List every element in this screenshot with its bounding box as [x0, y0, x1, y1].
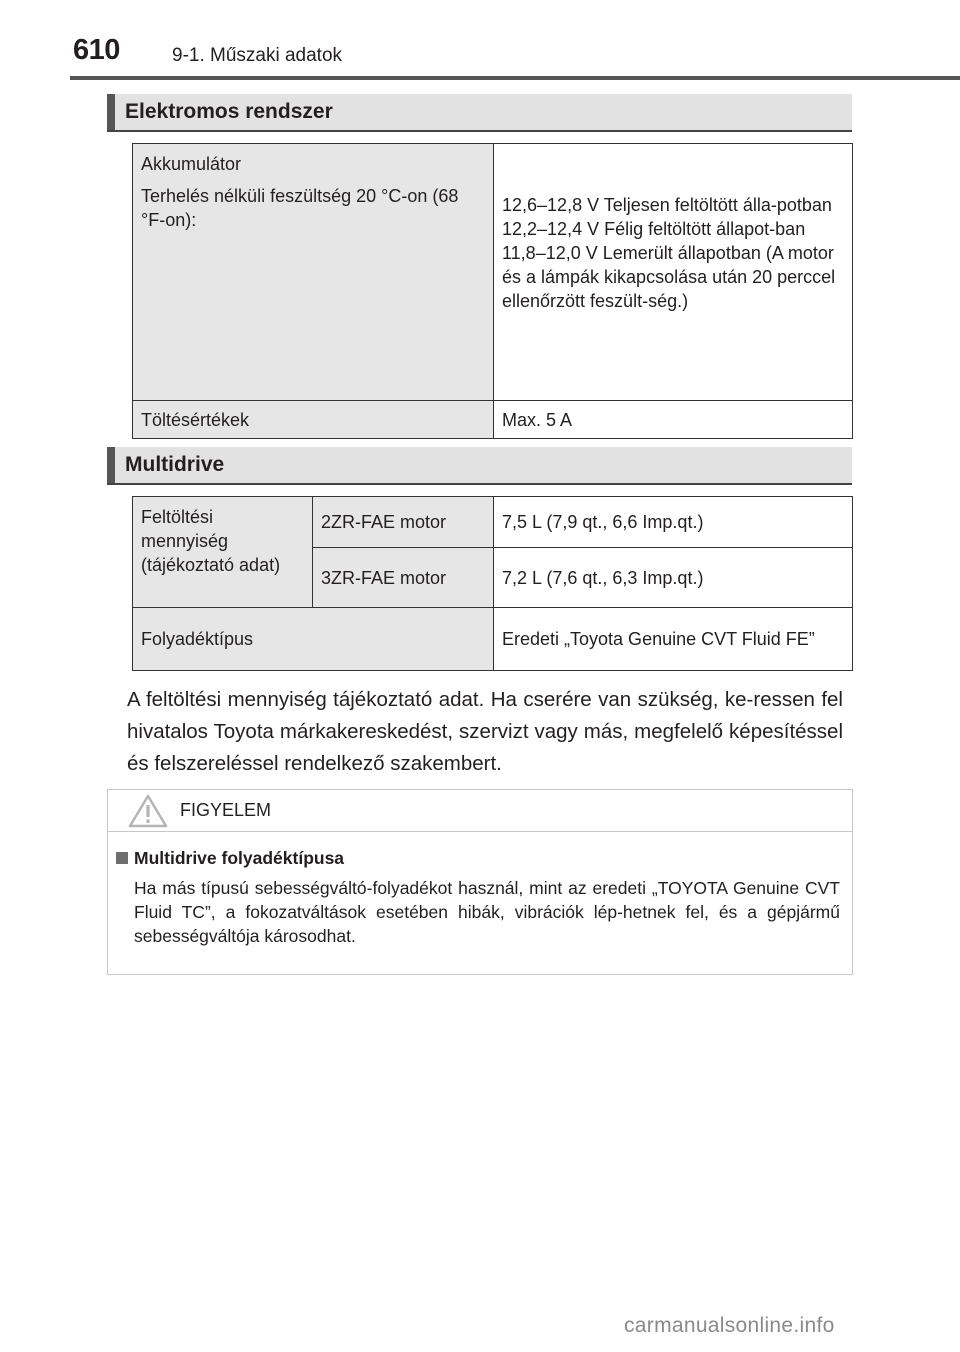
- engine-3zr: 3ZR-FAE motor: [321, 567, 447, 588]
- caution-title: FIGYELEM: [180, 800, 272, 820]
- caution-box: [107, 789, 853, 975]
- square-bullet-icon: [116, 852, 128, 864]
- battery-label: Akkumulátor: [141, 154, 242, 174]
- watermark: carmanualsonline.info: [624, 1314, 835, 1337]
- fluid-label-cell: [133, 608, 494, 671]
- charge-value: Max. 5 A: [502, 409, 573, 430]
- voltage-label: Terhelés nélküli feszültség 20 °C-on (68 °F-on):: [141, 186, 459, 230]
- engine-cell: [313, 497, 494, 548]
- capacity-label: Feltöltési mennyiség (tájékoztató adat): [141, 507, 281, 575]
- caution-header: [108, 790, 852, 832]
- header-rule: [70, 76, 960, 80]
- engine-cell: [313, 548, 494, 608]
- voltage-values: 12,6–12,8 V Teljesen feltöltött álla-potban 12,2–12,4 V Félig feltöltött állapot-ban 11,8–12,0 V Lemerült állapotban (A motor és a lámpák kikapcsolása után 20 perccel ellenőrzött feszült-ség.): [502, 195, 836, 311]
- section-path: 9-1. Műszaki adatok: [172, 45, 343, 66]
- caution-text: Ha más típusú sebességváltó-folyadékot használ, mint az eredeti „TOYOTA Genuine CVT Fluid TC”, a fokozatváltások esetében hibák, vibrációk lép-hetnek fel, és a gépjármű sebességváltója károsodhat.: [134, 878, 840, 946]
- table-row: [133, 608, 853, 671]
- engine-2zr: 2ZR-FAE motor: [321, 512, 447, 532]
- table-row: [133, 401, 853, 439]
- amount-3zr: 7,2 L (7,6 qt., 6,3 Imp.qt.): [502, 567, 704, 588]
- caution-subheading-text: Multidrive folyadéktípusa: [134, 848, 345, 868]
- section-title-electrical: Elektromos rendszer: [125, 100, 333, 123]
- voltage-values-cell: [494, 144, 853, 401]
- amount-cell: [494, 497, 853, 548]
- section-heading-bar: [107, 94, 115, 130]
- section-heading-bar: [107, 447, 115, 483]
- warning-triangle-icon: [128, 794, 168, 833]
- page-number: 610: [73, 34, 120, 66]
- fluid-label: Folyadéktípus: [141, 629, 254, 649]
- section-title-multidrive: Multidrive: [125, 453, 225, 476]
- charge-value-cell: [494, 401, 853, 439]
- multidrive-spec-table: [132, 496, 853, 671]
- table-row: [133, 144, 853, 401]
- caution-subheading: [116, 848, 344, 869]
- table-row: [133, 497, 853, 548]
- amount-cell: [494, 548, 853, 608]
- battery-label-cell: [133, 144, 494, 401]
- fluid-value-cell: [494, 608, 853, 671]
- amount-2zr: 7,5 L (7,9 qt., 6,6 Imp.qt.): [502, 512, 704, 532]
- section-heading-multidrive: [107, 447, 852, 485]
- page-header: [0, 0, 960, 80]
- electrical-spec-table: [132, 143, 853, 439]
- charge-label-cell: [133, 401, 494, 439]
- fluid-value: Eredeti „Toyota Genuine CVT Fluid FE”: [502, 629, 815, 649]
- capacity-label-cell: [133, 497, 313, 608]
- section-heading-electrical: [107, 94, 852, 132]
- charge-label: Töltésértékek: [141, 409, 250, 430]
- body-paragraph: A feltöltési mennyiség tájékoztató adat. Ha cserére van szükség, ke-ressen fel hivatalos Toyota márkakereskedést, szervizt vagy más, megfelelő képesítéssel és felszereléssel rendelkező szakembert.: [127, 688, 843, 775]
